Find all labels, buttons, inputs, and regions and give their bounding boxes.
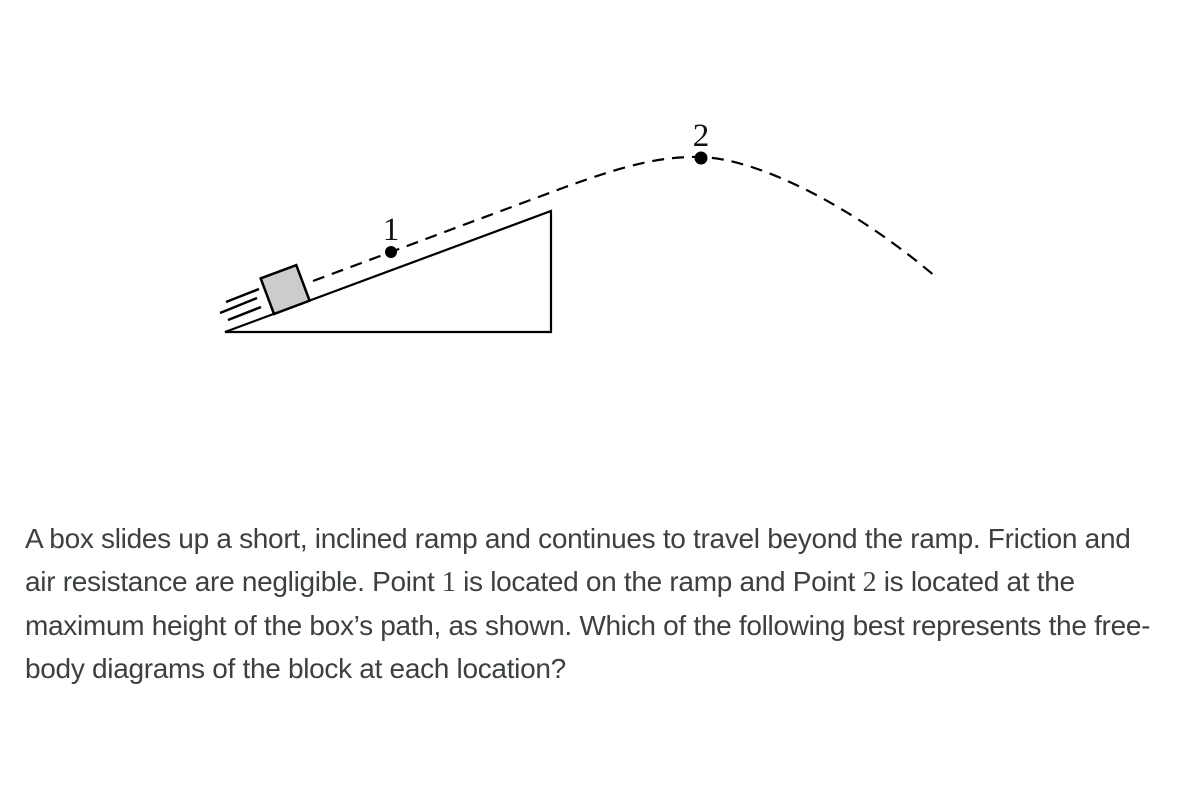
trajectory-path xyxy=(313,157,936,281)
motion-lines xyxy=(220,289,261,320)
question-text xyxy=(25,517,1165,690)
question-segment-3: is located at the maximum height of the box’s path, as shown. Which of the following best represents the free-body diagrams of the block at each location? xyxy=(25,566,1151,684)
question-segment-2: is located on the ramp and Point xyxy=(455,566,863,597)
question-segment-1: A box slides up a short, inclined ramp and continues to travel beyond the ramp. Friction and air resistance are negligible. Point xyxy=(25,523,1131,597)
point-2-label: 2 xyxy=(692,118,710,154)
question-point2-number: 2 xyxy=(862,567,877,598)
point-1-label: 1 xyxy=(382,212,400,248)
question-point1-number: 1 xyxy=(441,567,456,598)
